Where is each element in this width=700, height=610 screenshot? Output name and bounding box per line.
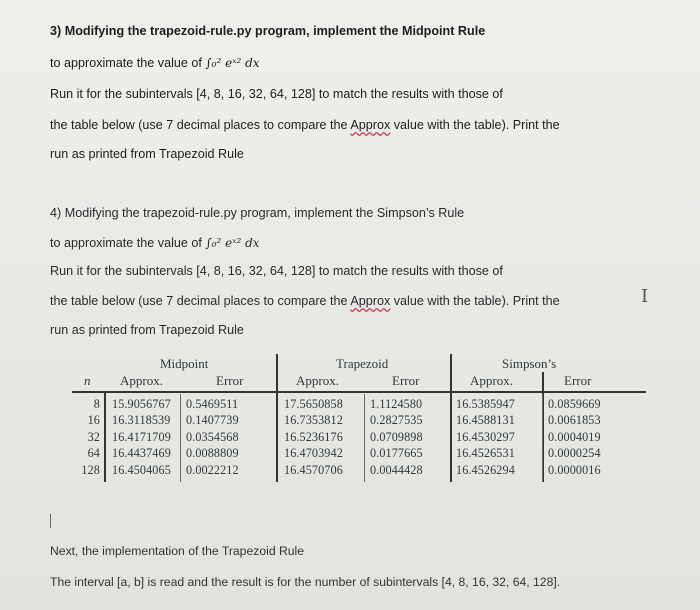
question-3-approx-line [50, 56, 260, 70]
table-cell: 0.0354568 [186, 429, 239, 444]
col-trapezoid-approx: Approx. [296, 373, 339, 388]
table-cell-n: 32 [87, 429, 100, 444]
table-cell: 0.0000254 [548, 446, 601, 461]
table-line-part: value with the table). Print the [393, 294, 560, 308]
table-cell: 15.9056767 [112, 397, 171, 411]
table-cell-n: 64 [87, 446, 100, 461]
spellcheck-word: Approx [350, 118, 391, 132]
question-3-table-line [50, 118, 560, 132]
question-4-title: 4) Modifying the trapezoid-rule.py program, implement the Simpson’s Rule [50, 206, 465, 220]
spellcheck-word: Approx [350, 294, 391, 308]
text-cursor-icon: I [641, 286, 649, 307]
table-cell: 0.0004019 [548, 429, 601, 444]
comparison-table [72, 354, 652, 484]
question-3 [50, 0, 650, 170]
table-cell: 16.4588131 [456, 413, 515, 428]
question-4-approx-line [50, 236, 260, 250]
group-trapezoid: Trapezoid [336, 356, 389, 371]
text-caret [50, 514, 51, 528]
table-cell: 16.4570706 [284, 462, 343, 477]
question-4 [50, 175, 650, 345]
header-rule [72, 391, 646, 393]
cell-separator [364, 394, 365, 482]
cell-separator [542, 394, 543, 482]
bottom-line-1: Next, the implementation of the Trapezoid Rule [50, 544, 305, 558]
table-line-part: the table below (use 7 decimal places to compare the [50, 118, 348, 132]
table-cell: 0.0177665 [370, 446, 423, 461]
table-cell: 0.0000016 [548, 462, 601, 477]
table-cell: 0.0022212 [186, 462, 239, 477]
table-cell: 0.0044428 [370, 462, 423, 477]
col-simpsons-approx: Approx. [470, 373, 513, 388]
table-cell: 0.0088809 [186, 446, 239, 461]
table-cell: 16.4171709 [112, 429, 171, 444]
question-3-printed-line: run as printed from Trapezoid Rule [50, 147, 244, 161]
question-4-table-line [50, 294, 560, 308]
integral-expression: ∫₀² eˣ² dx [205, 56, 260, 70]
group-simpsons: Simpson’s [502, 356, 557, 371]
question-4-printed-line: run as printed from Trapezoid Rule [50, 323, 244, 337]
table-cell: 16.4437469 [112, 446, 171, 461]
n-column-rule [104, 392, 106, 482]
table-line-part: value with the table). Print the [393, 118, 560, 132]
cell-separator [180, 394, 181, 482]
question-3-title: 3) Modifying the trapezoid-rule.py program, implement the Midpoint Rule [50, 24, 486, 38]
table-cell: 0.0859669 [548, 397, 601, 411]
table-cell: 16.4530297 [456, 429, 515, 444]
table-cell: 16.5385947 [456, 397, 515, 411]
approx-prefix: to approximate the value of [50, 56, 202, 70]
table-cell: 16.7353812 [284, 413, 343, 428]
col-midpoint-approx: Approx. [120, 373, 163, 388]
question-4-run-line: Run it for the subintervals [4, 8, 16, 32, 64, 128] to match the results with those of [50, 264, 503, 278]
integral-expression: ∫₀² eˣ² dx [205, 236, 260, 250]
question-3-run-line: Run it for the subintervals [4, 8, 16, 32, 64, 128] to match the results with those of [50, 87, 503, 101]
col-simpsons-error: Error [564, 373, 592, 388]
group-rule-1 [276, 354, 278, 482]
table-cell: 16.4526294 [456, 462, 515, 477]
table-cell: 0.0061853 [548, 413, 601, 428]
table-cell: 0.0709898 [370, 429, 423, 444]
table-cell: 0.1407739 [186, 413, 239, 428]
table-cell: 16.4504065 [112, 462, 171, 477]
group-midpoint: Midpoint [160, 356, 209, 371]
col-trapezoid-error: Error [392, 373, 420, 388]
table-cell: 1.1124580 [370, 397, 423, 411]
table-cell: 16.5236176 [284, 429, 343, 444]
table-line-part: the table below (use 7 decimal places to compare the [50, 294, 348, 308]
approx-prefix: to approximate the value of [50, 236, 202, 250]
table-cell-n: 128 [81, 462, 100, 477]
table-cell-n: 16 [87, 413, 100, 428]
table-cell: 16.3118539 [112, 413, 171, 428]
table-cell: 0.2827535 [370, 413, 423, 428]
col-n: n [84, 373, 91, 388]
group-rule-2 [450, 354, 452, 482]
table-cell: 16.4703942 [284, 446, 343, 461]
table-cell-n: 8 [93, 397, 100, 411]
table-cell: 0.5469511 [186, 397, 239, 411]
bottom-line-2: The interval [a, b] is read and the result is for the number of subintervals [4, 8, 16, 32, 64, 128]. [50, 575, 561, 589]
table-cell: 17.5650858 [284, 397, 343, 411]
col-midpoint-error: Error [216, 373, 244, 388]
table-cell: 16.4526531 [456, 446, 515, 461]
